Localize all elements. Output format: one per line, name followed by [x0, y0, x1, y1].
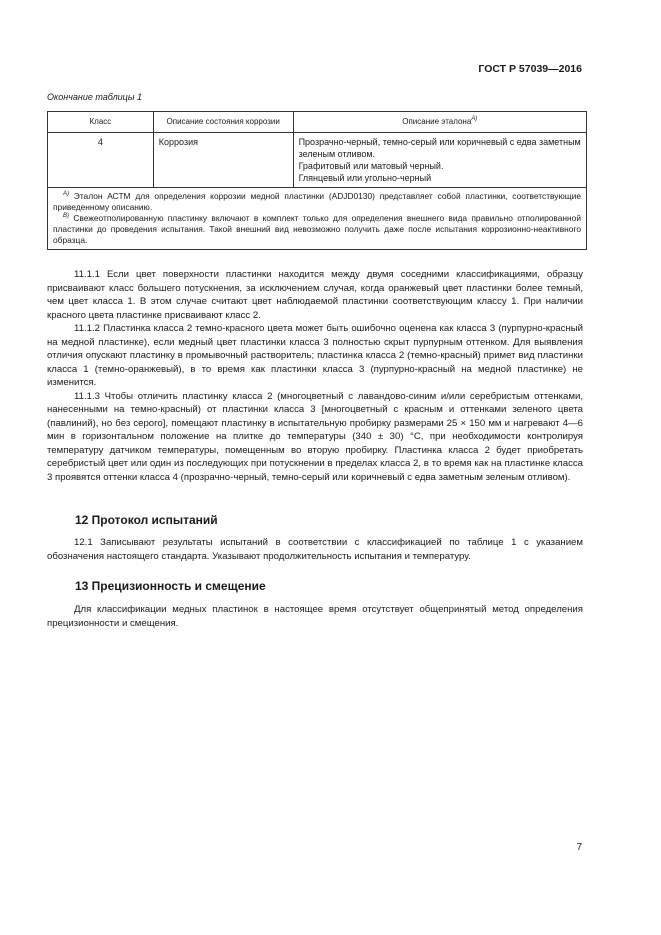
- footnote-a: [53, 191, 581, 213]
- paragraph-13: Для классификации медных пластинок в настоящее время отсутствует общепринятый метод определения прецизионности и смещения.: [47, 604, 583, 629]
- paragraph-12-1: 12.1 Записывают результаты испытаний в соответствии с классификацией по таблице 1 с указанием обозначения настоящего стандарта. Указывают продолжительность испытания и температуру.: [47, 537, 583, 562]
- column-header-corrosion-state: Описание состояния коррозии: [153, 112, 293, 133]
- standard-line: Глянцевый или угольно-черный: [298, 173, 432, 183]
- footnote-mark: А): [63, 191, 69, 197]
- table-row: [48, 133, 587, 188]
- table-header-row: [48, 112, 587, 133]
- paragraph-11-1-3: 11.1.3 Чтобы отличить пластинку класса 2 (многоцветный с лавандово-синим и/или серебристым оттенками, нанесенными на темно-красный) от пластинки класса 3 [многоцветный с красным и оттенками зеленого цвета (павлиний), но без серого], помещают пластинку в испытательную пробирку размерами 25 × 150 мм и нагревают 4—6 мин в горизонтальном положение на плитке до температуры (340 ± 30) °С, при необходимости контролируя температуру датчиком температуры, помещенным во вторую пробирку. Пластинка класса 2 будет приобретать серебристый цвет или один из последующих при потускнении в пределах класса 2, в то время как на пластинке класса 3 проявятся оттенки класса 4 (прозрачно-черный, темно-серый или коричневый с едва заметным зеленым отливом).: [47, 390, 583, 483]
- section-12-heading: 12 Протокол испытаний: [75, 513, 218, 527]
- cell-class: 4: [48, 133, 154, 188]
- table-footnotes: [48, 188, 587, 250]
- column-header-note-mark: А): [471, 116, 478, 122]
- standard-line: Прозрачно-черный, темно-серый или коричневый с едва заметным зеленым отливом.: [298, 137, 581, 159]
- standard-line: Графитовый или матовый черный.: [298, 161, 444, 171]
- paragraph-11-1-2: 11.1.2 Пластинка класса 2 темно-красного цвета может быть ошибочно оценена как класса 3 (пурпурно-красный на медной пластинке), если медный цвет пластинки класса 3 полностью скрыт пурпурным оттенком. Для выявления отличия опускают пластинку в промывочный растворитель; пластинка класса 2 (темно-красный) примет вид пластинки класса 1 (темно-оранжевый), в то время как пластинки класса 3 (пурпурно-красный на медной пластинке) не изменится.: [47, 323, 583, 388]
- table-footnote-row: [48, 188, 587, 250]
- cell-standard-description: [293, 133, 586, 188]
- column-header-class: Класс: [48, 112, 154, 133]
- column-header-standard-description: [293, 112, 586, 133]
- section-13-heading: 13 Прецизионность и смещение: [75, 579, 266, 593]
- section-13-body: [47, 603, 583, 630]
- column-header-standard-text: Описание эталона: [402, 117, 472, 126]
- footnote-b: [53, 213, 581, 246]
- footnote-text: Свежеотполированную пластинку включают в комплект только для определения внешнего вида правильно отполированной пластинки до проведения испытания. Такой внешний вид невозможно получить даже после испытания коррозионно-неактивного образца.: [53, 213, 582, 245]
- footnote-mark: B): [63, 213, 69, 219]
- document-standard-number: ГОСТ Р 57039—2016: [478, 63, 582, 75]
- page-number: 7: [576, 842, 582, 853]
- paragraph-11-1-1: 11.1.1 Если цвет поверхности пластинки находится между двумя соседними классификациями, образцу присваивают класс большего потускнения, за исключением случая, когда оранжевый цвет пластинки более темный, чем цвет класса 1. В этом случае считают цвет наблюдаемой пластинки соответствующим классу 1. При наличии красного цвета пластинке присваивают класс 2.: [47, 269, 583, 321]
- table-caption: Окончание таблицы 1: [47, 92, 142, 102]
- section-12-body: [47, 536, 583, 563]
- corrosion-table: [47, 111, 587, 250]
- cell-corrosion-state: Коррозия: [153, 133, 293, 188]
- section-11-paragraphs: [47, 268, 583, 484]
- footnote-text: Эталон АСТМ для определения коррозии медной пластинки (ADJD0130) представляет собой пластинки, соответствующие приведенному описанию.: [53, 191, 581, 212]
